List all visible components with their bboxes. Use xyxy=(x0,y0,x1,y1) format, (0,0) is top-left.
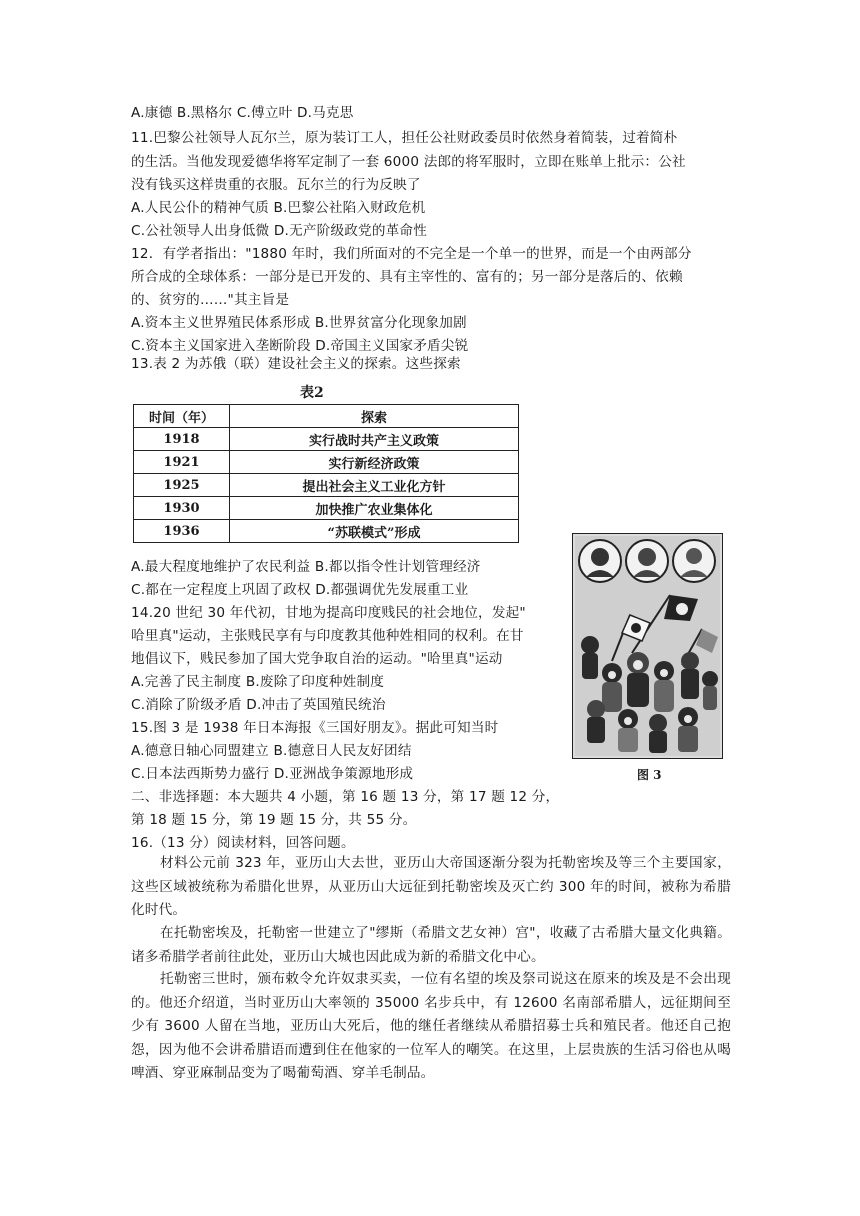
table-row xyxy=(134,474,519,497)
q15-stem: 15.图 3 是 1938 年日本海报《三国好朋友》。据此可知当时 xyxy=(131,720,499,736)
q16-stem: 16.（13 分）阅读材料，回答问题。 xyxy=(131,835,355,851)
table-cell-exploration: “苏联模式”形成 xyxy=(230,520,519,543)
q11-options-ab: A.人民公仆的精神气质 B.巴黎公社陷入财政危机 xyxy=(131,200,426,216)
table-cell-exploration: 提出社会主义工业化方针 xyxy=(230,474,519,497)
table-header-exploration: 探索 xyxy=(230,405,519,428)
q16-material-paragraph-3: 托勒密三世时，颁布敕令允许奴隶买卖，一位有名望的埃及祭司说这在原来的埃及是不会出现的。他还介绍道，当时亚历山大率领的 35000 名步兵中，有 12600 名南部希腊人，远征期间至少有 3600 人留在当地，亚历山大死后，他的继任者继续从希腊招募士兵和殖民者。他还自己抱怨，因为他不会讲希腊语而遭到住在他家的一位军人的嘲笑。在这里，上层贵族的生活习俗也从喝啤酒、穿亚麻制品变为了喝葡萄酒、穿羊毛制品。 xyxy=(131,971,731,1081)
table-row xyxy=(134,520,519,543)
q12-options-cd: C.资本主义国家进入垄断阶段 D.帝国主义国家矛盾尖锐 xyxy=(131,338,469,354)
q12-stem-line-3: 的、贫穷的……"其主旨是 xyxy=(131,292,290,308)
table-row xyxy=(134,497,519,520)
table-cell-year: 1918 xyxy=(134,428,230,451)
q13-options-ab: A.最大程度地维护了农民利益 B.都以指令性计划管理经济 xyxy=(131,559,481,575)
portrait-medallions xyxy=(579,540,715,582)
table-cell-exploration: 实行战时共产主义政策 xyxy=(230,428,519,451)
table-cell-year: 1936 xyxy=(134,520,230,543)
q12-stem-line-1: 12．有学者指出："1880 年时，我们所面对的不完全是一个单一的世界，而是一个由两部分 xyxy=(131,246,692,262)
q15-options-ab: A.德意日轴心同盟建立 B.德意日人民友好团结 xyxy=(131,743,412,759)
table-header-year: 时间（年） xyxy=(134,405,230,428)
table-cell-exploration: 实行新经济政策 xyxy=(230,451,519,474)
q14-options-ab: A.完善了民主制度 B.废除了印度种姓制度 xyxy=(131,674,385,690)
q12-options-ab: A.资本主义世界殖民体系形成 B.世界贫富分化现象加剧 xyxy=(131,315,467,331)
q12-stem-line-2: 所合成的全球体系：一部分是已开发的、具有主宰性的、富有的；另一部分是落后的、依赖 xyxy=(131,269,683,285)
q10-options: A.康德 B.黑格尔 C.傅立叶 D.马克思 xyxy=(131,105,354,121)
table-caption: 表2 xyxy=(300,385,324,401)
q16-material-paragraph-2: 在托勒密埃及，托勒密一世建立了"缪斯（希腊文艺女神）宫"，收藏了古希腊大量文化典籍。诸多希腊学者前往此处，亚历山大城也因此成为新的希腊文化中心。 xyxy=(131,925,731,965)
figure-caption: 图 3 xyxy=(637,768,662,782)
q11-options-cd: C.公社领导人出身低微 D.无产阶级政党的革命性 xyxy=(131,223,428,239)
q13-options-cd: C.都在一定程度上巩固了政权 D.都强调优先发展重工业 xyxy=(131,582,469,598)
exploration-table xyxy=(133,404,519,543)
table-row xyxy=(134,428,519,451)
q11-stem-line-2: 的生活。当他发现爱德华将军定制了一套 6000 法郎的将军服时，立即在账单上批示：公社 xyxy=(131,154,686,170)
table-cell-year: 1930 xyxy=(134,497,230,520)
table-cell-year: 1925 xyxy=(134,474,230,497)
table-row xyxy=(134,451,519,474)
q11-stem-line-1: 11.巴黎公社领导人瓦尔兰，原为装订工人，担任公社财政委员时依然身着简装，过着简朴 xyxy=(131,130,678,146)
q13-stem: 13.表 2 为苏俄（联）建设社会主义的探索。这些探索 xyxy=(131,356,461,372)
table-cell-year: 1921 xyxy=(134,451,230,474)
q16-material-paragraph-1: 材料公元前 323 年，亚历山大去世，亚历山大帝国逐渐分裂为托勒密埃及等三个主要国家，这些区域被统称为希腊化世界，从亚历山大远征到托勒密埃及灭亡约 300 年的时间，被称为希腊化时代。 xyxy=(131,855,731,918)
q15-options-cd: C.日本法西斯势力盛行 D.亚洲战争策源地形成 xyxy=(131,766,414,782)
poster-image xyxy=(572,533,723,759)
q11-stem-line-3: 没有钱买这样贵重的衣服。瓦尔兰的行为反映了 xyxy=(131,177,421,193)
q14-options-cd: C.消除了阶级矛盾 D.冲击了英国殖民统治 xyxy=(131,697,386,713)
table-cell-exploration: 加快推广农业集体化 xyxy=(230,497,519,520)
section2-heading-line-1: 二、非选择题：本大题共 4 小题，第 16 题 13 分，第 17 题 12 分， xyxy=(131,789,560,805)
table-header-row xyxy=(134,405,519,428)
q14-stem-line-2: 哈里真"运动，主张贱民享有与印度教其他种姓相同的权利。在甘 xyxy=(131,628,524,644)
q14-stem-line-1: 14.20 世纪 30 年代初，甘地为提高印度贱民的社会地位，发起" xyxy=(131,605,526,621)
section2-heading-line-2: 第 18 题 15 分，第 19 题 15 分，共 55 分。 xyxy=(131,812,417,828)
q14-stem-line-3: 地倡议下，贱民参加了国大党争取自治的运动。"哈里真"运动 xyxy=(131,651,503,667)
